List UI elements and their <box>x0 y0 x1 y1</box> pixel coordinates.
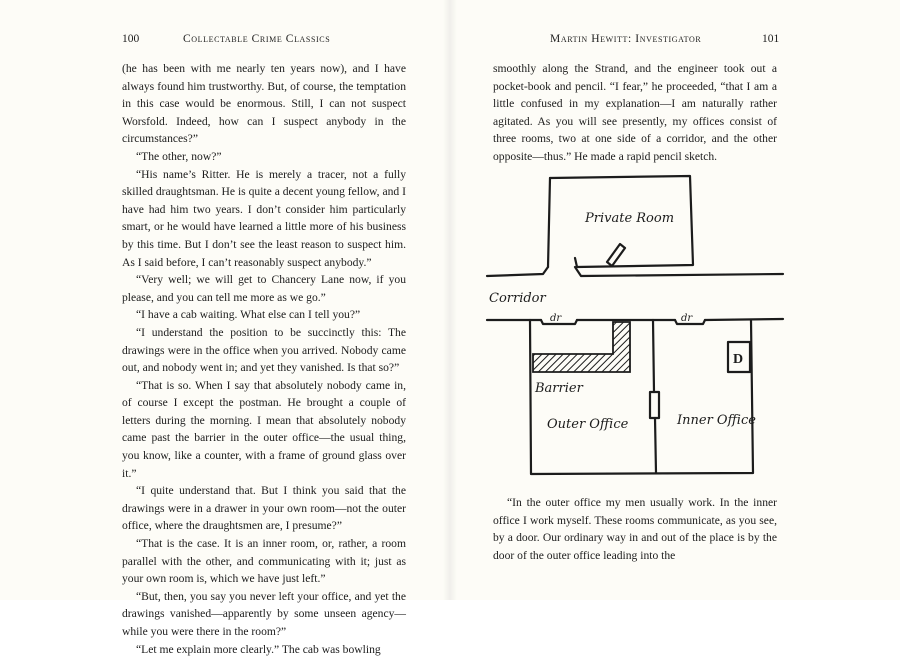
outer-office-label: Outer Office <box>547 417 629 432</box>
corridor-wall <box>705 319 783 320</box>
left-page-body <box>122 60 406 658</box>
desk-label: D <box>733 352 744 367</box>
inner-office-label: Inner Office <box>677 413 756 428</box>
right-page <box>450 0 900 600</box>
corridor-wall <box>575 267 783 276</box>
private-room-wall <box>548 178 550 267</box>
right-page-number: 101 <box>762 33 780 45</box>
door-label-right: dr <box>681 313 693 324</box>
left-page <box>0 0 450 656</box>
right-running-head: Martin Hewitt: Investigator <box>550 33 702 45</box>
left-running-head: Collectable Crime Classics <box>183 33 331 45</box>
barrier-label: Barrier <box>535 381 583 396</box>
paragraph: “In the outer office my men usually work. In the inner office I work myself. These rooms communicate, as you see, by a door. Our ordinary way in and out of the place is by the door of the outer office leading into the <box>493 496 777 562</box>
corridor-label: Corridor <box>489 291 546 306</box>
paragraph: “I quite understand that. But I think you said that the drawings were in a drawer in your own room—not the outer office, where the draughtsmen are, I presume?” <box>122 484 406 533</box>
paragraph: “His name’s Ritter. He is merely a tracer, not a fully skilled draughtsman. He is quite a decent young fellow, and I have had him two years. I don’t consider him particularly smart, or he would have learned a little more of his business by this time. But I don’t see the least reason to suspect him. As I said before, I can’t reasonably suspect anybody.” <box>122 167 406 269</box>
barrier-hatch <box>533 322 630 372</box>
paragraph: “Very well; we will get to Chancery Lane now, if you please, and you can tell me more as we go.” <box>122 273 406 304</box>
door-label-left: dr <box>550 313 562 324</box>
right-page-body-bottom <box>493 494 777 564</box>
paragraph: “The other, now?” <box>136 149 222 163</box>
paragraph: (he has been with me nearly ten years now), and I have always found him trustworthy. But, of course, the temptation in this case would be enormous. Still, I can not suspect Worsfold. Indeed, how can I suspect anybody in the circumstances?” <box>122 62 406 146</box>
paragraph: “Let me explain more clearly.” The cab was bowling <box>136 642 381 656</box>
right-page-body-top <box>493 60 777 166</box>
corridor-wall <box>487 267 548 276</box>
floor-plan-svg <box>485 170 785 480</box>
paragraph: “That is so. When I say that absolutely nobody came in, of course I except the postman. He brought a couple of letters during the morning. I mean that absolutely nobody came past the barrier in the outer office—the usual thing, you know, like a counter, with a frame of ground glass over it.” <box>122 378 406 480</box>
dividing-wall <box>655 418 656 473</box>
office-outer-wall <box>530 320 753 474</box>
dividing-wall <box>653 320 654 392</box>
paragraph: “But, then, you say you never left your office, and yet the drawings vanished—apparently by some unseen agency—while you were there in the room?” <box>122 589 406 638</box>
left-page-number: 100 <box>122 33 140 45</box>
private-room-label: Private Room <box>585 211 675 226</box>
connecting-door <box>650 392 659 418</box>
paragraph: “I understand the position to be succinctly this: The drawings were in the office when you arrived. Nobody came out, and nobody went in; and yet they vanished. Is that so?” <box>122 325 406 375</box>
paragraph: “I have a cab waiting. What else can I tell you?” <box>136 308 361 322</box>
paragraph: smoothly along the Strand, and the engineer took out a pocket-book and pencil. “I fear,” he proceeded, “that I am a little confused in my explanation—I am naturally rather agitated. As you will see presently, my offices consist of three rooms, two at one side of a corridor, and the other opposite—thus.” He made a rapid pencil sketch. <box>493 62 777 163</box>
paragraph: “That is the case. It is an inner room, or, rather, a room parallel with the other, and communicating with it; just as your own room is, which we have just left.” <box>122 537 406 586</box>
office-floor-plan-sketch <box>485 170 785 480</box>
pen-mark <box>607 244 625 266</box>
